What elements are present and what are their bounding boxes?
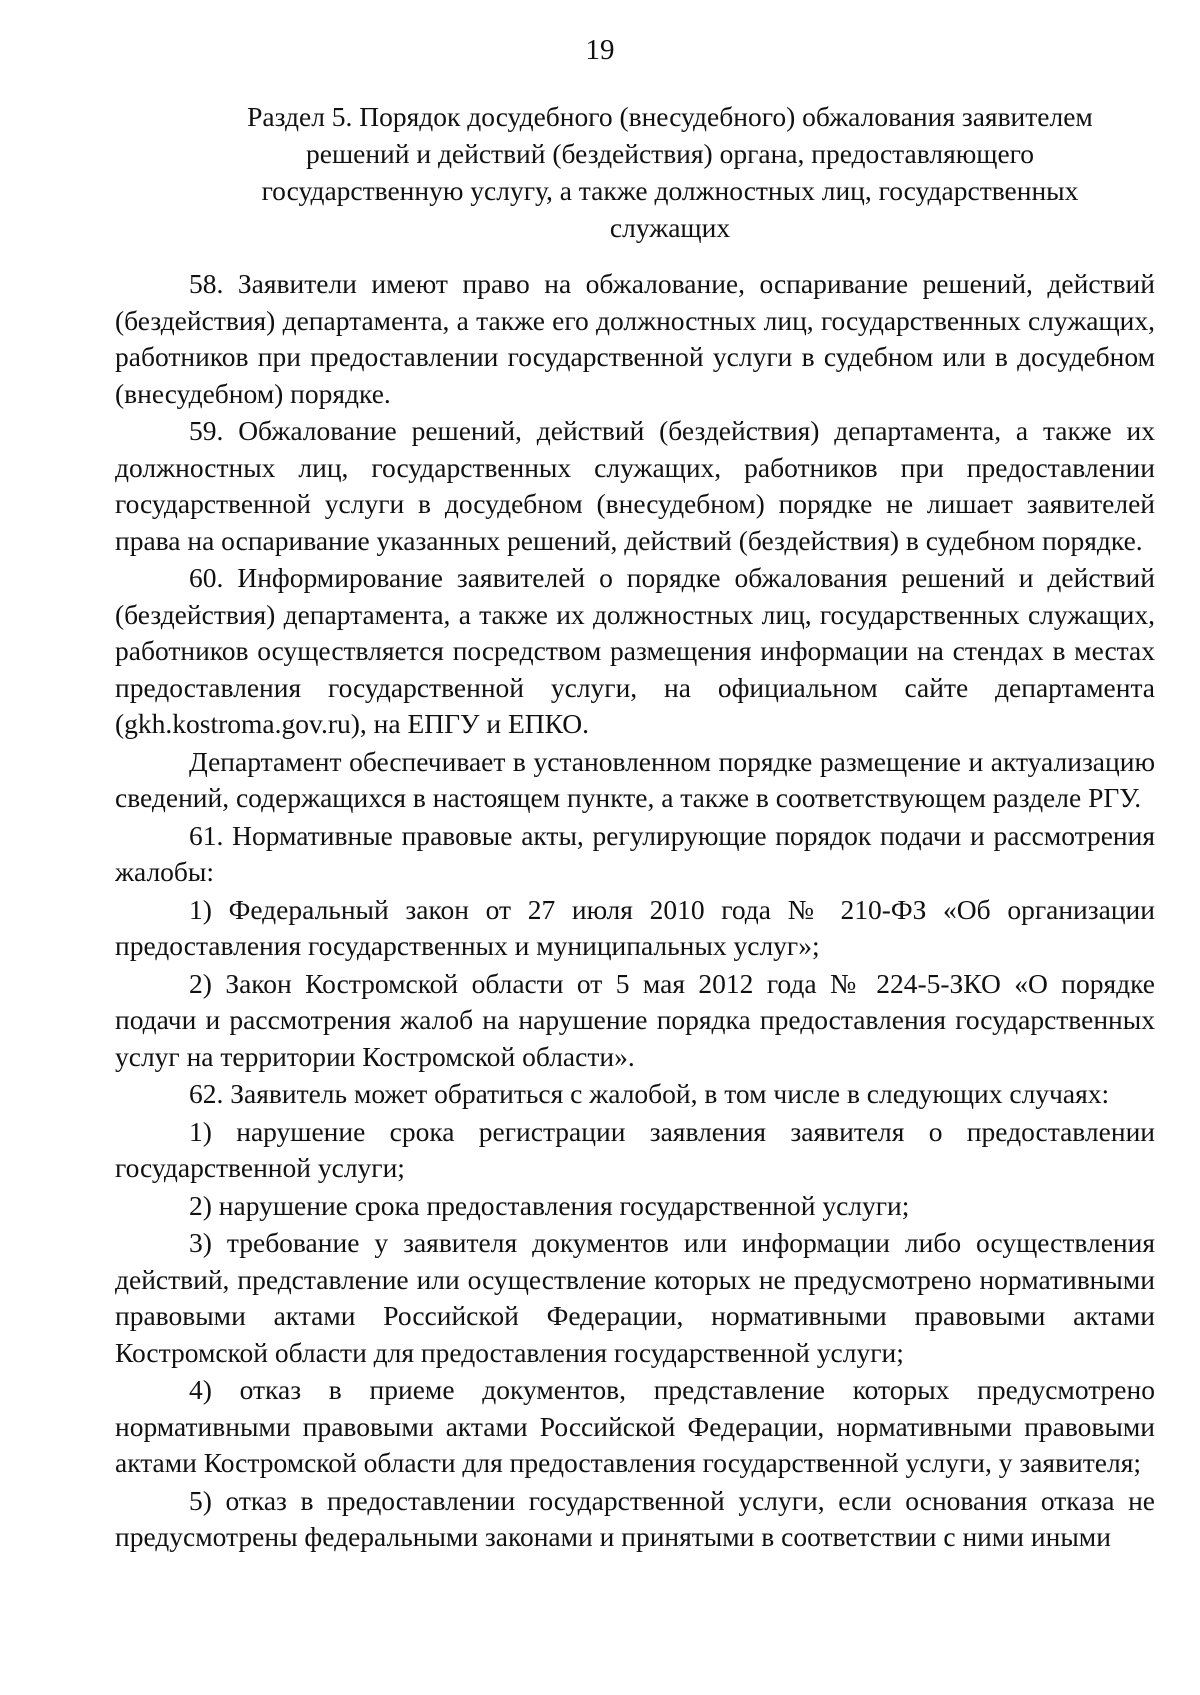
paragraph-59: 59. Обжалование решений, действий (бездействия) департамента, а также их должностных лиц, государственных служащих, работников при предоставлении государственной услуги в досудебном (внесудебном) порядке не лишает заявителей права на оспаривание указанных решений, действий (бездействия) в судебном порядке. [115,415,1155,556]
paragraph-62: 62. Заявитель может обратиться с жалобой, в том числе в следующих случаях: [189,1078,1110,1109]
paragraph-62-item-1: 1) нарушение срока регистрации заявления заявителя о предоставлении государственной услуги; [115,1115,1155,1183]
page-number: 19 [585,34,615,66]
paragraph-62-item-5: 5) отказ в предоставлении государственной услуги, если основания отказа не предусмотрены федеральными законами и принятыми в соответствии с ними иными [115,1484,1155,1552]
paragraph-58: 58. Заявители имеют право на обжалование, оспаривание решений, действий (бездействия) департамента, а также его должностных лиц, государственных служащих, работников при предоставлении государственной услуги в судебном или в досудебном (внесудебном) порядке. [115,268,1155,409]
paragraph-62-item-2: 2) нарушение срока предоставления государственной услуги; [189,1189,910,1221]
document-body [115,266,1155,1557]
paragraph-61: 61. Нормативные правовые акты, регулирующие порядок подачи и рассмотрения жалобы: [115,819,1155,887]
paragraph-department: Департамент обеспечивает в установленном порядке размещение и актуализацию сведений, содержащихся в настоящем пункте, а также в соответствующем разделе РГУ. [115,745,1155,813]
section-title: Раздел 5. Порядок досудебного (внесудебного) обжалования заявителем решений и действий (бездействия) органа, предоставляющего государственную услугу, а также должностных лиц, государственных служащих [247,101,1093,243]
paragraph-62-item-4: 4) отказ в приеме документов, представление которых предусмотрено нормативными правовыми актами Российской Федерации, нормативными правовыми актами Костромской области для предоставления государственной услуги, у заявителя; [115,1374,1155,1478]
paragraph-61-item-2: 2) Закон Костромской области от 5 мая 2012 года № 224-5-ЗКО «О порядке подачи и рассмотрения жалоб на нарушение порядка предоставления государственных услуг на территории Костромской области». [115,967,1155,1072]
paragraph-62-item-3: 3) требование у заявителя документов или информации либо осуществления действий, представление или осуществление которых не предусмотрено нормативными правовыми актами Российской Федерации, нормативными правовыми актами Костромской области для предоставления государственной услуги; [115,1227,1155,1368]
paragraph-60: 60. Информирование заявителей о порядке обжалования решений и действий (бездействия) департамента, а также их должностных лиц, государственных служащих, работников осуществляется посредством размещения информации на стендах в местах предоставления государственной услуги, на официальном сайте департамента (gkh.kostroma.gov.ru), на ЕПГУ и ЕПКО. [115,562,1155,739]
paragraph-61-item-1: 1) Федеральный закон от 27 июля 2010 года № 210-ФЗ «Об организации предоставления государственных и муниципальных услуг»; [115,893,1155,961]
